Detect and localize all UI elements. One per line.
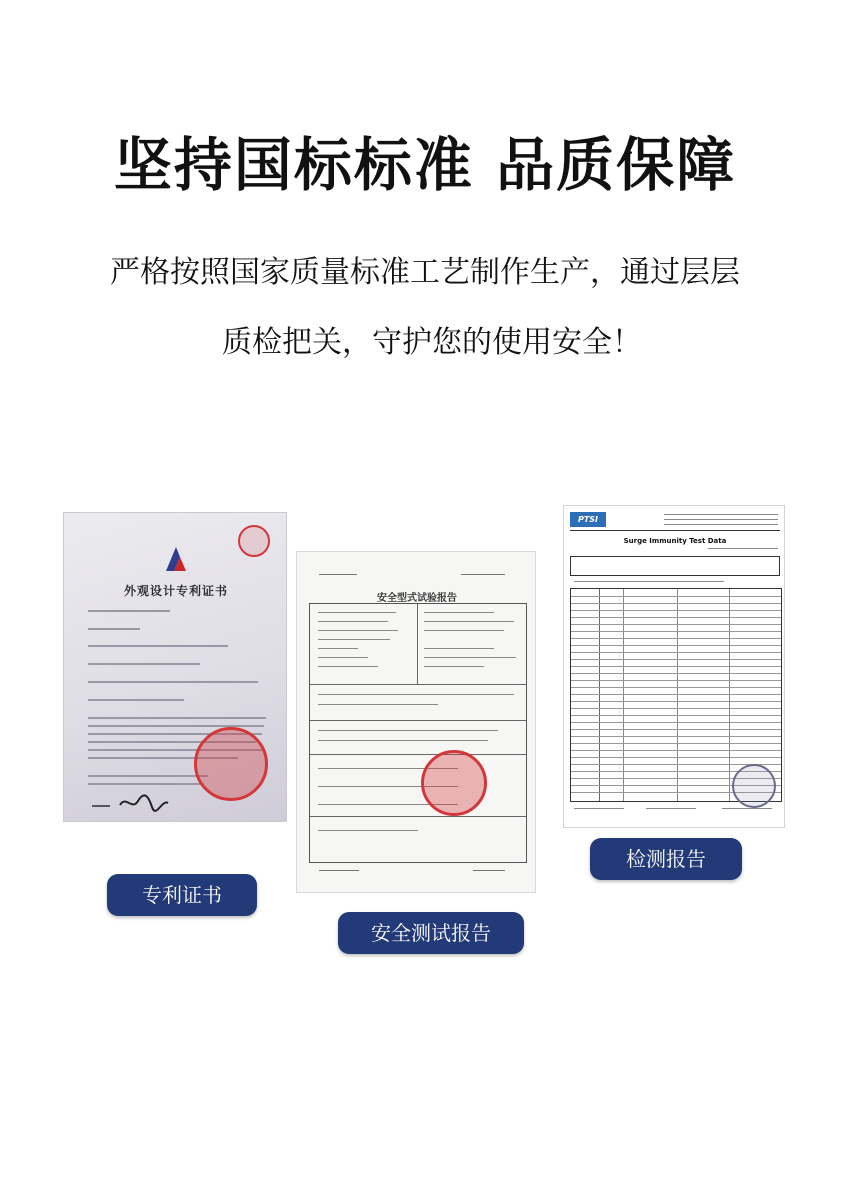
surge-data-title: Surge Immunity Test Data	[623, 537, 727, 545]
red-seal-icon	[194, 727, 268, 801]
corner-seal-icon	[238, 525, 270, 557]
table-row-line	[571, 729, 781, 730]
patent-certificate-image	[63, 512, 287, 822]
table-row-line	[571, 694, 781, 695]
approval-seal-icon	[732, 764, 776, 808]
inspection-report-label: 检测报告	[590, 838, 742, 880]
table-row-line	[571, 603, 781, 604]
table-row-line	[571, 666, 781, 667]
table-row-line	[571, 743, 781, 744]
safety-report-table	[309, 603, 527, 863]
table-row-line	[571, 708, 781, 709]
table-row-line	[571, 596, 781, 597]
table-row-line	[571, 680, 781, 681]
subtitle-line-2: 质检把关，守护您的使用安全！	[222, 325, 642, 360]
table-row-line	[571, 715, 781, 716]
safety-test-report-label: 安全测试报告	[338, 912, 524, 954]
signature-icon	[118, 791, 170, 813]
subtitle-line-1: 严格按照国家质量标准工艺制作生产，通过层层	[110, 255, 740, 290]
safety-report-title: 安全型式试验报告	[377, 593, 457, 604]
table-row-line	[571, 659, 781, 660]
table-row-line	[571, 645, 781, 646]
safety-test-report-image	[296, 551, 536, 893]
table-row-line	[571, 687, 781, 688]
table-row-line	[571, 736, 781, 737]
table-row-line	[571, 631, 781, 632]
ptsi-logo: PTSI	[570, 512, 606, 527]
table-row-line	[571, 701, 781, 702]
table-row-line	[571, 638, 781, 639]
table-row-line	[571, 722, 781, 723]
table-row-line	[571, 673, 781, 674]
patent-emblem-icon	[160, 543, 192, 575]
table-row-line	[571, 610, 781, 611]
inspection-seal-icon	[421, 750, 487, 816]
table-row-line	[571, 750, 781, 751]
table-row-line	[571, 617, 781, 618]
page-headline: 坚持国标标准 品质保障	[113, 131, 737, 199]
patent-certificate-title: 外观设计专利证书	[123, 584, 228, 598]
table-row-line	[571, 624, 781, 625]
patent-certificate-label: 专利证书	[107, 874, 257, 916]
surge-test-data-image	[563, 505, 785, 828]
table-row-line	[571, 652, 781, 653]
table-row-line	[571, 757, 781, 758]
